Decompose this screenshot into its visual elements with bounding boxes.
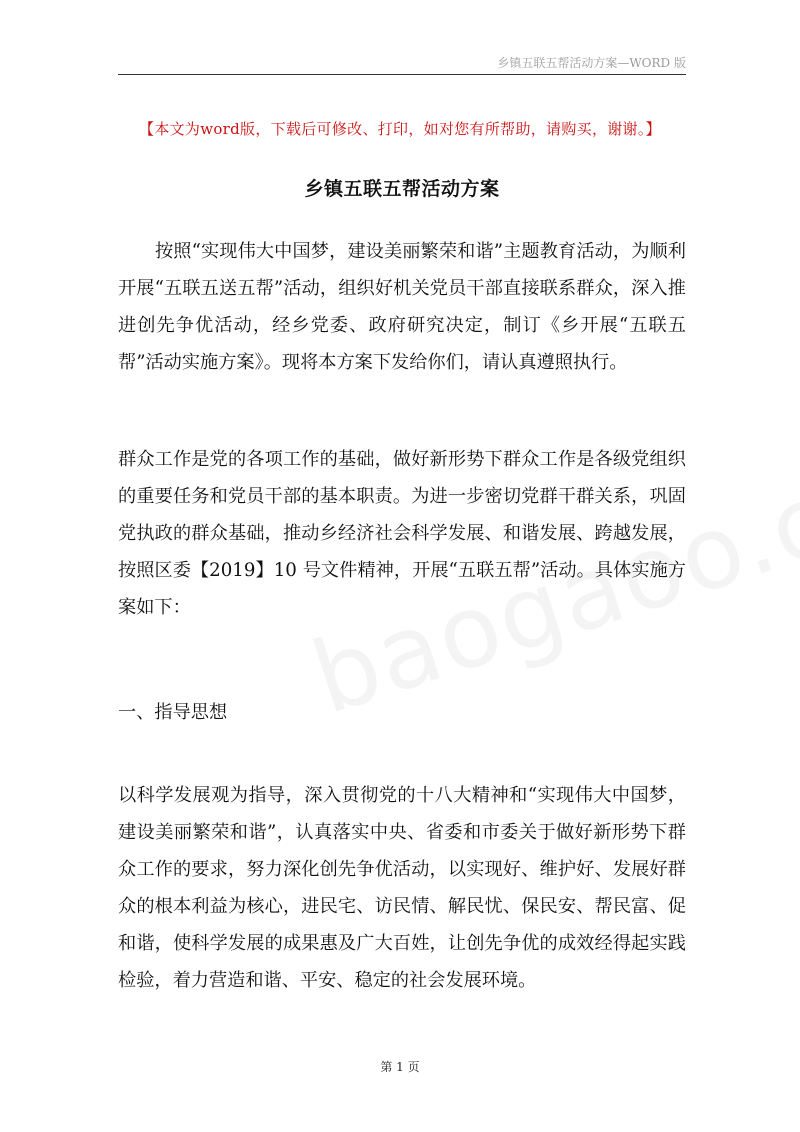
section-heading-guiding-ideology: 一、指导思想 [118,702,228,723]
document-title: 乡镇五联五帮活动方案 [304,178,500,200]
purchase-notice: 【本文为word版，下载后可修改、打印，如对您有所帮助，请购买，谢谢。】 [139,120,661,138]
intro-paragraph: 按照“实现伟大中国梦，建设美丽繁荣和谐”主题教育活动，为顺利开展“五联五送五帮”活动，组织好机关党员干部直接联系群众，深入推进创先争优活动，经乡党委、政府研究决定，制订《乡开展“五联五帮”活动实施方案》。现将本方案下发给你们，请认真遵照执行。 [118,241,686,373]
header-divider [118,74,686,75]
page-number: 第 1 页 [380,1060,420,1074]
guiding-ideology-paragraph: 以科学发展观为指导，深入贯彻党的十八大精神和“实现伟大中国梦，建设美丽繁荣和谐”，认真落实中央、省委和市委关于做好新形势下群众工作的要求，努力深化创先争优活动，以实现好、维护好、发展好群众的根本利益为核心，进民宅、访民情、解民忧、保民安、帮民富、促和谐，使科学发展的成果惠及广大百姓，让创先争优的成效经得起实践检验，着力营造和谐、平安、稳定的社会发展环境。 [118,785,686,991]
running-header: 乡镇五联五帮活动方案—WORD 版 [497,56,686,70]
background-paragraph: 群众工作是党的各项工作的基础，做好新形势下群众工作是各级党组织的重要任务和党员干部的基本职责。为进一步密切党群干群关系，巩固党执政的群众基础，推动乡经济社会科学发展、和谐发展、跨越发展，按照区委【2019】10 号文件精神，开展“五联五帮”活动。具体实施方案如下： [118,449,686,618]
